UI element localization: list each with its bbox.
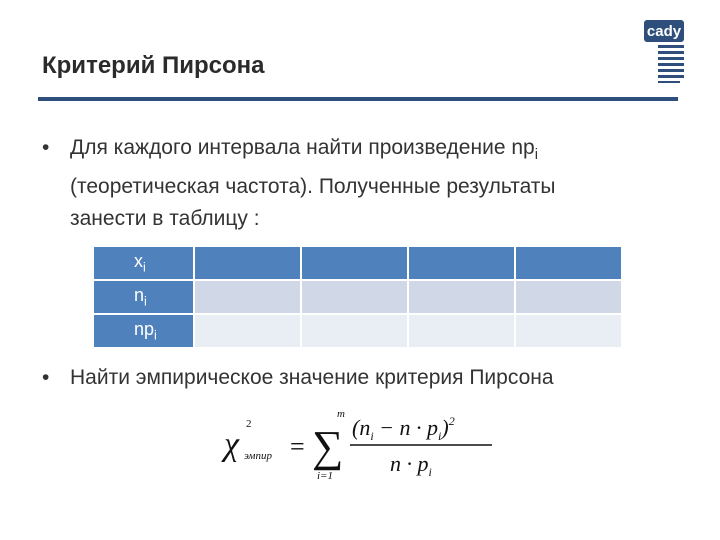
table-cell[interactable]	[408, 280, 515, 314]
numerator: $(n_i - n \cdot p_i)^2$	[352, 414, 455, 443]
table-row	[93, 246, 622, 280]
table-row	[93, 314, 622, 348]
table-cell[interactable]	[301, 246, 408, 280]
bullet-1-subscript: i	[534, 147, 538, 164]
sum-upper-limit: m	[337, 408, 345, 420]
bullet-1-text: Для каждого интервала найти произведение np	[70, 136, 535, 159]
row-header-np: $np_i$	[93, 314, 194, 348]
table-cell[interactable]	[515, 246, 622, 280]
chi-superscript: 2	[246, 418, 252, 430]
title-underline	[38, 97, 678, 101]
row-header-n: $n_i$	[93, 280, 194, 314]
university-logo	[640, 18, 688, 94]
row-header-x: $x_i$	[93, 246, 194, 280]
table-cell[interactable]	[301, 280, 408, 314]
sum-symbol: ∑	[312, 422, 344, 471]
bullet-dot: •	[42, 366, 50, 389]
bullet-dot: •	[42, 136, 50, 159]
bullet-2-text: Найти эмпирическое значение критерия Пирсона	[70, 366, 554, 389]
equals-sign: =	[290, 432, 305, 461]
svg-text:cadу: cadу	[646, 23, 682, 40]
bullet-1-text-line3: занести в таблицу :	[70, 207, 260, 231]
table-cell[interactable]	[301, 314, 408, 348]
frequency-table	[92, 245, 623, 349]
table-cell[interactable]	[408, 246, 515, 280]
slide-title: Критерий Пирсона	[42, 52, 265, 79]
chi-symbol: χ	[224, 426, 239, 463]
pearson-formula	[220, 405, 520, 485]
bullet-1-text-line2: (теоретическая частота). Полученные результаты	[70, 175, 556, 199]
table-cell[interactable]	[194, 314, 301, 348]
table-cell[interactable]	[515, 280, 622, 314]
table-cell[interactable]	[515, 314, 622, 348]
denominator: $n \cdot p_i$	[390, 451, 432, 479]
chi-subscript: эмпир	[244, 450, 272, 462]
table-cell[interactable]	[194, 246, 301, 280]
table-cell[interactable]	[408, 314, 515, 348]
table-row	[93, 280, 622, 314]
sum-lower-limit: i=1	[317, 470, 333, 482]
table-cell[interactable]	[194, 280, 301, 314]
